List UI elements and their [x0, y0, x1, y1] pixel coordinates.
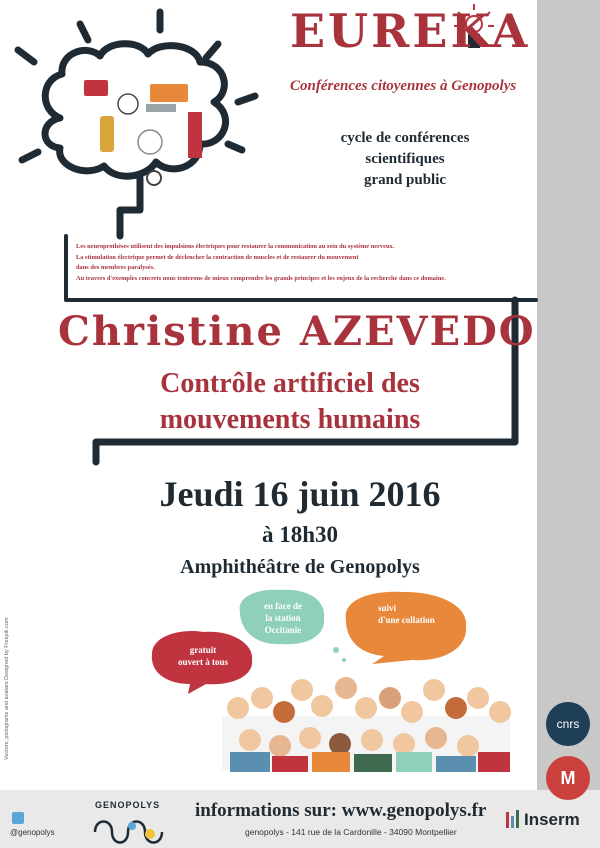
ray-line	[206, 44, 218, 58]
twitter-handle[interactable]: @genopolys	[10, 828, 55, 837]
event-time: à 18h30	[261, 522, 339, 547]
cycle-line: grand public	[363, 172, 447, 188]
neuron-icon	[118, 94, 138, 114]
robotic-arm-icon	[188, 112, 202, 158]
event-venue: Amphithéâtre de Genopolys	[180, 556, 420, 578]
ray-line	[238, 96, 255, 102]
ray-line	[80, 24, 88, 40]
laptop-icon	[150, 84, 188, 102]
brain-cell-icon	[138, 130, 162, 154]
frame-line	[120, 178, 140, 236]
bubble-line: d'une collation	[378, 615, 435, 625]
cycle-description	[290, 128, 520, 191]
university-montpellier-logo: M	[546, 756, 590, 800]
bubble-free-text	[160, 644, 246, 668]
bubble-line: gratuit	[189, 645, 217, 655]
keyboard-icon	[146, 104, 176, 112]
bubble-line: la station	[265, 613, 301, 623]
inserm-bar	[516, 810, 519, 828]
bubble-line: suivi	[378, 603, 397, 613]
intro-line: Les neuroprothèses utilisent des impulsions électriques pour restaurer la communication au sein du système nerveux.	[76, 243, 395, 250]
ray-line	[22, 152, 38, 160]
event-series-title: EUREKA	[290, 4, 531, 58]
event-series-subtitle: Conférences citoyennes à Genopolys	[290, 78, 517, 94]
genopolys-dot	[128, 822, 136, 830]
bubble-dot	[333, 647, 339, 653]
crowd-illustration	[222, 677, 511, 772]
inserm-logo: Inserm	[524, 810, 580, 829]
bubble-station-text	[246, 600, 320, 636]
bubble-collation-text	[360, 602, 478, 626]
venue-address: genopolys - 141 rue de la Cardonille - 34090 Montpellier	[245, 827, 457, 837]
cnrs-logo: cnrs	[546, 702, 590, 746]
intro-line: Au travers d'exemples concrets nous tenterons de mieux comprendre les grands principes et les enjeux de la recherche dans ce domaine.	[76, 274, 446, 282]
wheelchair-icon	[147, 171, 161, 185]
robot-icon	[100, 116, 114, 152]
genopolys-dot	[145, 829, 155, 839]
talk-title	[70, 366, 510, 438]
talk-title-line: mouvements humains	[159, 404, 421, 435]
bubble-line: Occitanie	[264, 625, 302, 635]
cycle-line: cycle de conférences	[340, 130, 470, 146]
event-date: Jeudi 16 juin 2016	[159, 474, 441, 514]
inserm-bar	[511, 816, 514, 828]
ray-line	[228, 144, 242, 150]
intro-paragraph	[76, 242, 516, 284]
plug-icon	[84, 80, 108, 96]
bubble-line: ouvert à tous	[178, 657, 228, 667]
image-credit: Vectors, pictograms and avatars Designed by Freepik.com	[4, 617, 10, 760]
speaker-name: Christine AZEVEDO	[58, 308, 536, 355]
intro-line: La stimulation électrique permet de déclencher la contraction de muscles et de restaurer du mouvement	[76, 253, 359, 261]
twitter-icon[interactable]	[12, 812, 24, 824]
ray-line	[18, 50, 34, 62]
bubble-line: en face de	[264, 601, 302, 611]
talk-title-line: Contrôle artificiel des	[160, 368, 420, 399]
bubble-dot	[342, 658, 346, 662]
intro-line: dans des membres paralysés.	[76, 264, 155, 271]
genopolys-logo-text: GENOPOLYS	[95, 800, 161, 810]
info-website[interactable]: informations sur: www.genopolys.fr	[195, 800, 487, 821]
inserm-bar	[506, 812, 509, 828]
cycle-line: scientifiques	[365, 151, 445, 167]
